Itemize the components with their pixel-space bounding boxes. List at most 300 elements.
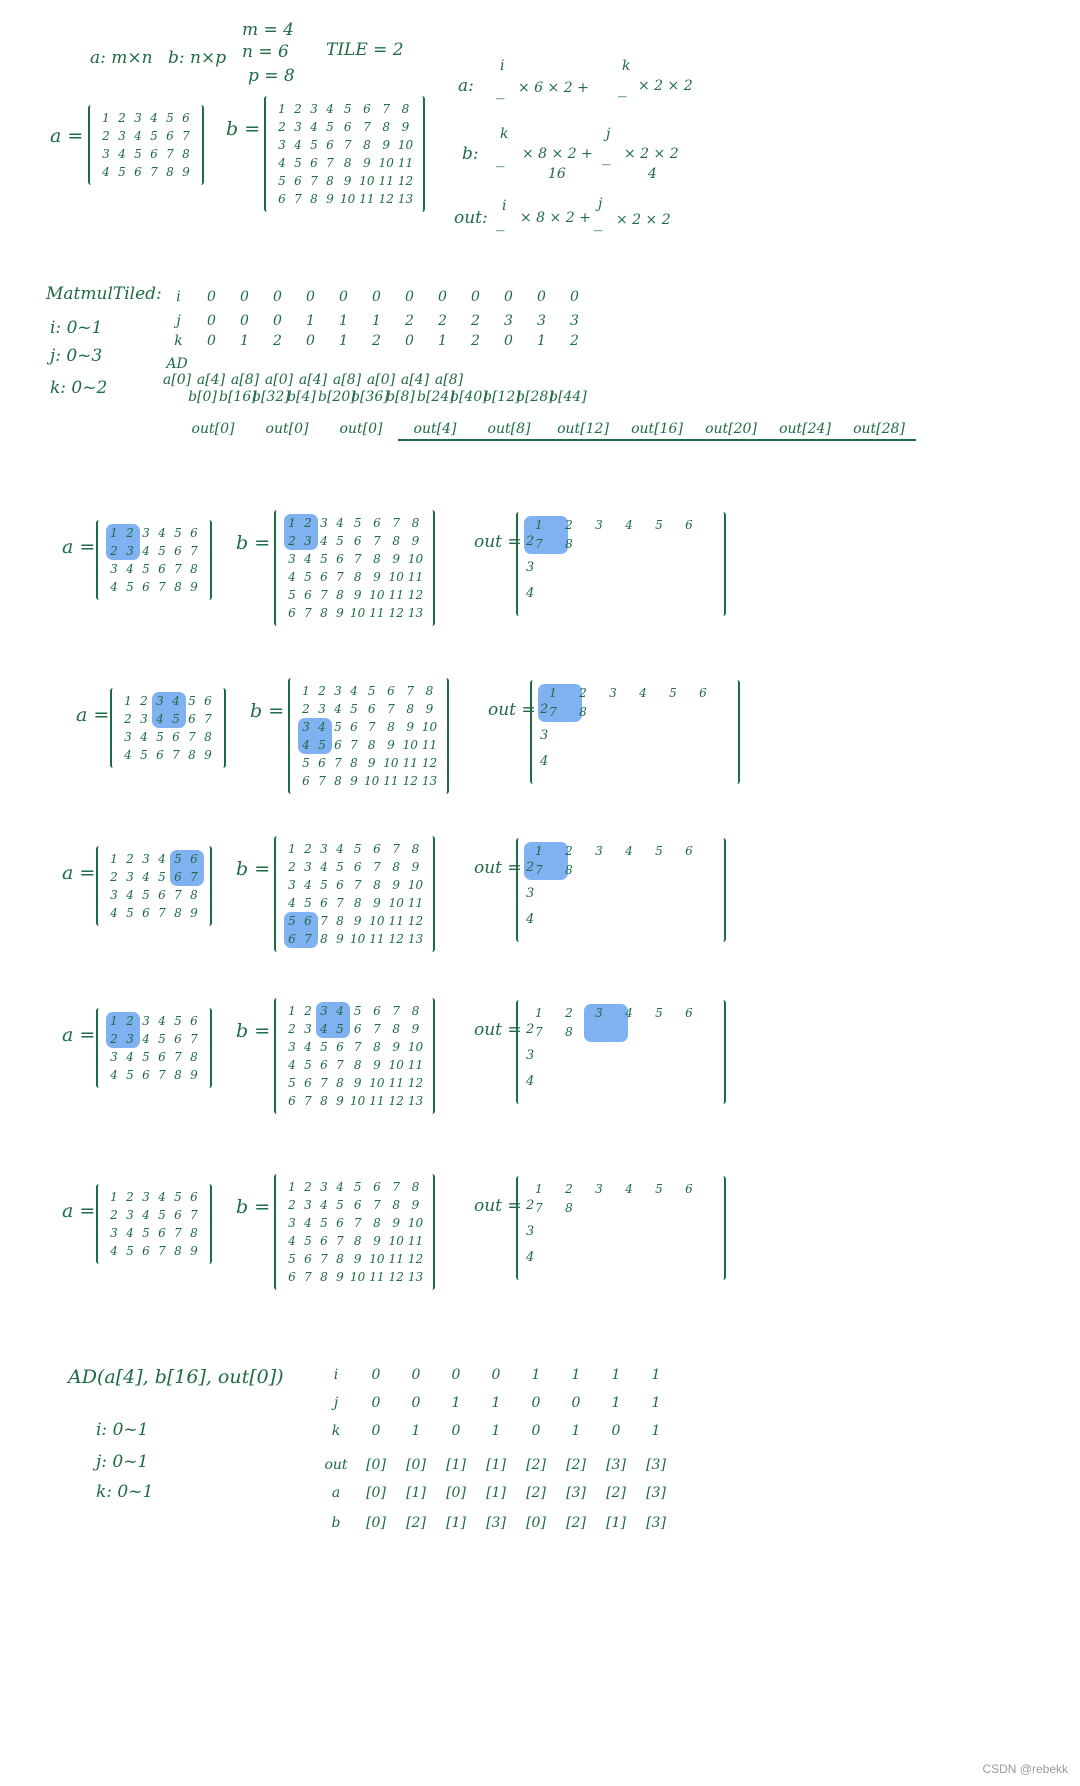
matrix-b-cell: 8 <box>326 174 334 188</box>
matrix-b-cell: 5 <box>334 720 342 734</box>
matrix-b-cell: 13 <box>407 606 424 620</box>
matrix-b-cell: 4 <box>336 1004 344 1018</box>
matrix-b-cell: 7 <box>336 1058 344 1072</box>
matrix-b-cell: 7 <box>320 588 328 602</box>
matrix-b-cell: 9 <box>336 932 344 946</box>
out-row-index: 3 <box>526 1224 535 1239</box>
matrix-a-cell: 9 <box>190 1244 198 1258</box>
matrix-b-cell: 7 <box>353 1040 362 1054</box>
matrix-b-cell: 8 <box>387 720 395 734</box>
matrix-a-cell: 5 <box>174 526 182 540</box>
matrix-b-cell: 6 <box>304 1076 312 1090</box>
sequence-value: 0 <box>339 289 348 305</box>
matrix-b-cell: 5 <box>353 842 362 856</box>
matrix-b-cell: 3 <box>320 842 328 856</box>
matrix-b-cell: 10 <box>350 1094 366 1108</box>
sequence-value: j <box>333 1395 339 1411</box>
matrix-b-cell: 4 <box>336 842 344 856</box>
sequence-value: 0 <box>438 289 447 305</box>
matrix-b-cell: 9 <box>392 1040 401 1054</box>
matrix-b-cell: 8 <box>406 702 415 716</box>
matrix-a-cell: 2 <box>124 712 132 726</box>
matrix-b-cell: 9 <box>336 606 344 620</box>
matrix-b-cell: 6 <box>353 534 362 548</box>
matrix-b-cell: 3 <box>288 1216 296 1230</box>
sequence-value: a[4] <box>400 372 430 388</box>
matrix-a-cell: 3 <box>126 544 134 558</box>
sequence-value: 3 <box>504 313 513 329</box>
matrix-a-cell: 5 <box>174 1190 182 1204</box>
matrix-b-cell: 2 <box>288 534 296 548</box>
sequence-value: out[4] <box>398 421 472 441</box>
out-col-index: 4 <box>625 844 633 858</box>
matrix-a-cell: 4 <box>110 580 118 594</box>
matrix-b-cell: 12 <box>388 606 404 620</box>
sequence-value: 0 <box>451 1367 461 1383</box>
sequence-value: 0 <box>504 289 513 305</box>
matrix-b-cell: 5 <box>288 914 296 928</box>
matrix-a-cell: 8 <box>166 165 174 179</box>
out-row-index: 4 <box>526 1074 535 1089</box>
matrix-b-cell: 8 <box>353 896 362 910</box>
matrix-b-cell: 9 <box>336 1270 344 1284</box>
matrix-b-cell: 4 <box>350 684 358 698</box>
matrix-a-cell: 6 <box>188 712 196 726</box>
matrix-b-cell: 3 <box>304 1022 312 1036</box>
matrix-b-cell: 9 <box>382 138 391 152</box>
matrix-a-cell: 5 <box>142 888 150 902</box>
sequence-value: 1 <box>491 1395 501 1411</box>
matrix-b-cell: 5 <box>353 1004 362 1018</box>
sequence-value: b[44] <box>549 389 587 405</box>
matrix-a-cell: 7 <box>174 1050 182 1064</box>
out-row-index: 3 <box>526 886 535 901</box>
matrix-b-cell: 9 <box>411 1022 420 1036</box>
matrix-b-cell: 7 <box>382 102 391 116</box>
out-label: out = <box>474 858 522 878</box>
matrix-b-cell: 8 <box>336 588 344 602</box>
b-label: b = <box>250 700 285 722</box>
matrix-a-cell: 4 <box>134 129 142 143</box>
matrix-b-cell: 12 <box>402 774 418 788</box>
matrix-b-cell: 6 <box>336 1040 344 1054</box>
matrix-b-cell: 12 <box>388 932 404 946</box>
matrix-a-cell: 3 <box>142 852 150 866</box>
matrix-a-cell: 6 <box>142 580 150 594</box>
matrix-a-cell: 4 <box>150 111 158 125</box>
matrix-a-cell: 5 <box>158 1032 166 1046</box>
matrix-b-cell: 9 <box>353 1252 362 1266</box>
matrix-b-cell: 9 <box>363 156 371 170</box>
matrix-b-cell: 8 <box>353 1058 362 1072</box>
matrix-a-cell: 4 <box>142 1032 150 1046</box>
out-label: out = <box>474 1020 522 1040</box>
matrix-b-cell: 6 <box>320 896 328 910</box>
matrix-b-cell: 5 <box>304 570 312 584</box>
out-row-index: 2 <box>540 702 549 717</box>
bottom-range-k: k: 0~1 <box>96 1482 154 1502</box>
out-col-index: 3 <box>595 1006 603 1020</box>
sequence-value: [0] <box>406 1457 426 1473</box>
matrix-b-cell: 7 <box>353 878 362 892</box>
out-row-index: 3 <box>526 1048 535 1063</box>
matrix-a-cell: 1 <box>110 1190 118 1204</box>
matrix-a-cell: 5 <box>126 1244 134 1258</box>
matrix-b-cell: 8 <box>425 684 434 698</box>
out-col-index: 7 <box>535 863 543 877</box>
matrix-b-cell: 5 <box>350 702 358 716</box>
sequence-value: 0 <box>371 1367 381 1383</box>
bottom-b-row <box>316 1512 676 1531</box>
matrix-a-cell: 2 <box>140 694 148 708</box>
out-label: out = <box>488 700 536 720</box>
matrix-a-cell: 3 <box>110 888 118 902</box>
matrix-a-cell: 4 <box>110 1244 118 1258</box>
out-col-index: 2 <box>579 686 587 700</box>
matrix-a-cell: 6 <box>204 694 212 708</box>
matrix-b-cell: 10 <box>350 932 366 946</box>
matrix-b-cell: 4 <box>326 102 334 116</box>
sequence-value: a[0] <box>264 372 294 388</box>
matrix-b-cell: 10 <box>407 1040 424 1054</box>
matrix-a-cell: 1 <box>110 852 118 866</box>
n-value: n = 6 <box>242 42 289 62</box>
matrix-b-cell: 3 <box>304 1198 312 1212</box>
matrix-a-cell: 4 <box>124 748 132 762</box>
sequence-value: 1 <box>531 1367 541 1383</box>
matrix-b-cell: 8 <box>392 1198 401 1212</box>
matrix-b-cell: 3 <box>320 1180 328 1194</box>
matrix-b-cell: 9 <box>373 570 381 584</box>
sequence-value: 0 <box>306 333 315 349</box>
matrix-b-cell: 4 <box>288 1234 296 1248</box>
matrix-a-cell: 1 <box>110 526 118 540</box>
b-label: b = <box>236 858 271 880</box>
matrix-b-cell: 6 <box>294 174 302 188</box>
sequence-value: out[0] <box>339 421 383 437</box>
b-label: b = <box>236 532 271 554</box>
matrix-b-cell: 7 <box>304 1270 312 1284</box>
matrix-b <box>274 998 435 1114</box>
matrix-b-cell: 3 <box>318 702 326 716</box>
matrix-a-cell: 4 <box>158 526 166 540</box>
a-label: a = <box>62 536 96 558</box>
sequence-value: [1] <box>486 1457 506 1473</box>
matrix-b-cell: 12 <box>388 1270 404 1284</box>
out-col-index: 8 <box>565 537 573 551</box>
matrix-b-cell: 8 <box>334 774 342 788</box>
matrix-a-cell: 4 <box>126 1226 134 1240</box>
matrix-b-cell: 10 <box>364 774 380 788</box>
out-row-index: 4 <box>526 586 535 601</box>
matrix-b-cell: 10 <box>369 1076 385 1090</box>
matrix-b-cell: 3 <box>278 138 286 152</box>
sequence-value: out[24] <box>768 421 842 441</box>
matrix-b-cell: 7 <box>294 192 302 206</box>
sequence-value: 1 <box>339 313 348 329</box>
matrix-b-cell: 5 <box>343 102 352 116</box>
b-label: b = <box>226 118 261 140</box>
sequence-value: 0 <box>207 333 216 349</box>
matrix-a-cell: 5 <box>134 147 142 161</box>
matrix-b-cell: 8 <box>382 120 391 134</box>
matrix-a-cell: 6 <box>190 1014 198 1028</box>
matrix-a-cell: 7 <box>188 730 196 744</box>
sequence-value: 0 <box>571 1395 581 1411</box>
matrix-b-cell: 5 <box>336 860 344 874</box>
matrix-a-cell: 6 <box>174 544 182 558</box>
sequence-value: 0 <box>531 1423 541 1439</box>
sequence-value: out <box>324 1457 348 1473</box>
sequence-value: out[0] <box>191 421 235 437</box>
matrix-b-cell: 6 <box>288 1094 296 1108</box>
sequence-value: a[8] <box>434 372 464 388</box>
matrix-b <box>264 96 425 212</box>
matrix-b-cell: 12 <box>378 192 394 206</box>
matrix-b-cell: 7 <box>363 120 371 134</box>
sequence-value: 1 <box>411 1423 421 1439</box>
out-row-index: 3 <box>540 728 549 743</box>
matrix-b-cell: 9 <box>373 1058 381 1072</box>
matrix-a-cell: 6 <box>172 730 180 744</box>
matrix-b-cell: 9 <box>392 1216 401 1230</box>
sequence-value: 3 <box>570 313 579 329</box>
matrix-b-cell: 8 <box>336 1076 344 1090</box>
matrix-a-cell: 6 <box>174 1208 182 1222</box>
matrix-a-cell: 7 <box>158 1244 166 1258</box>
matrix-a-cell: 4 <box>158 852 166 866</box>
sequence-value: [1] <box>446 1515 466 1531</box>
matrix-a-cell: 2 <box>126 852 134 866</box>
out-row-index: 2 <box>526 534 535 549</box>
matrix-b-cell: 6 <box>373 1004 381 1018</box>
matrix-b-cell: 7 <box>353 552 362 566</box>
matrix-b-cell: 6 <box>373 1180 381 1194</box>
sequence-value: a[8] <box>230 372 260 388</box>
sequence-value: k <box>331 1423 341 1439</box>
sequence-value: 0 <box>471 289 480 305</box>
matrix-b-cell: 3 <box>304 860 312 874</box>
matrix-b-cell: 9 <box>343 174 352 188</box>
matrix-b-cell: 3 <box>334 684 342 698</box>
matrix-b-cell: 11 <box>378 174 394 188</box>
matrix-b-cell: 11 <box>369 1270 385 1284</box>
sequence-value: 1 <box>372 313 381 329</box>
matrix-b-cell: 10 <box>388 1234 404 1248</box>
matrix-a-cell: 9 <box>190 1068 198 1082</box>
matrix-a-cell: 3 <box>156 694 164 708</box>
matrix-b-cell: 10 <box>350 1270 366 1284</box>
matrix-b-cell: 3 <box>310 102 318 116</box>
out-col-index: 7 <box>535 537 543 551</box>
matrix-b-cell: 12 <box>407 1252 424 1266</box>
matrix-a-cell: 8 <box>190 888 198 902</box>
matrix-b-cell: 6 <box>353 1022 362 1036</box>
sequence-value: i <box>176 289 181 305</box>
matrix-a-cell: 4 <box>110 906 118 920</box>
matrix-b-cell: 2 <box>304 516 312 530</box>
matrix-b-cell: 6 <box>373 842 381 856</box>
matrix-a-cell: 4 <box>102 165 110 179</box>
matrix-b-cell: 9 <box>387 738 395 752</box>
matrix-a-cell: 6 <box>174 1032 182 1046</box>
matrix-b-cell: 7 <box>406 684 415 698</box>
matrix-b-cell: 6 <box>363 102 371 116</box>
sequence-value: 3 <box>537 313 546 329</box>
sequence-value: [0] <box>366 1485 386 1501</box>
sequence-value: b[4] <box>287 389 316 405</box>
matrix-a-cell: 5 <box>166 111 174 125</box>
matrix-a-cell: 9 <box>190 580 198 594</box>
matrix-b-cell: 4 <box>334 702 342 716</box>
matrix-b-cell: 9 <box>353 588 362 602</box>
matrix-a-cell: 4 <box>158 1190 166 1204</box>
sequence-value: out[12] <box>546 421 620 441</box>
sequence-value: i <box>333 1367 339 1383</box>
matrix-b-cell: 7 <box>343 138 352 152</box>
matrix-b-cell: 5 <box>310 138 318 152</box>
matrix-a-cell: 2 <box>110 1032 118 1046</box>
matrix-a-cell: 3 <box>110 562 118 576</box>
sequence-value: b[36] <box>351 389 389 405</box>
matrix-a-cell: 5 <box>158 544 166 558</box>
matrix-b <box>274 836 435 952</box>
sequence-value: [2] <box>566 1457 586 1473</box>
out-row-index: 4 <box>540 754 549 769</box>
matrix-b-cell: 8 <box>373 878 381 892</box>
matrix-b-cell: 11 <box>402 756 418 770</box>
matrix-b-cell: 13 <box>407 932 424 946</box>
sequence-value: 0 <box>306 289 315 305</box>
matrix-b-cell: 1 <box>278 102 286 116</box>
sequence-value: 0 <box>273 289 282 305</box>
matrix-b-cell: 10 <box>369 588 385 602</box>
matrix-a-cell: 6 <box>158 1050 166 1064</box>
sequence-value: k <box>174 333 183 349</box>
sequence-value: b[16] <box>219 389 257 405</box>
sequence-value: out[0] <box>265 421 309 437</box>
matrix-b-cell: 5 <box>288 588 296 602</box>
sequence-value: 0 <box>207 313 216 329</box>
matrix-b-cell: 2 <box>304 1004 312 1018</box>
sequence-value: 0 <box>411 1367 421 1383</box>
matrix-a <box>96 1184 212 1264</box>
matrix-b-cell: 7 <box>373 1022 381 1036</box>
matrix-b-cell: 7 <box>304 1094 312 1108</box>
sequence-value: a[4] <box>298 372 328 388</box>
sequence-value: 1 <box>651 1395 661 1411</box>
bottom-k-row <box>316 1420 676 1439</box>
out-col-index: 4 <box>625 1006 633 1020</box>
matrix-a-cell: 6 <box>190 1190 198 1204</box>
matrix-b-cell: 4 <box>288 896 296 910</box>
matrix-b-cell: 2 <box>288 1198 296 1212</box>
matrix-b-cell: 9 <box>425 702 434 716</box>
matrix-b-cell: 7 <box>392 842 401 856</box>
matrix-b-cell: 1 <box>288 516 296 530</box>
matrix-a-cell: 6 <box>158 562 166 576</box>
matrix-a-cell: 3 <box>126 1208 134 1222</box>
matrix-b-cell: 11 <box>407 570 424 584</box>
matrix-b-cell: 6 <box>326 138 334 152</box>
sequence-value: [2] <box>606 1485 626 1501</box>
matrix-b-cell: 6 <box>343 120 352 134</box>
tiled-out-row <box>176 418 916 441</box>
matrix-a-cell: 3 <box>140 712 148 726</box>
matrix-b-cell: 8 <box>392 534 401 548</box>
sequence-value: 1 <box>306 313 315 329</box>
matrix-b-cell: 4 <box>310 120 318 134</box>
matrix-b-cell: 7 <box>373 534 381 548</box>
matrix-b-cell: 11 <box>407 896 424 910</box>
matrix-b-cell: 2 <box>304 1180 312 1194</box>
matrix-b-cell: 13 <box>397 192 414 206</box>
matrix-a-cell: 2 <box>118 111 126 125</box>
matrix-a-cell: 8 <box>174 1068 182 1082</box>
a-label: a = <box>62 1200 96 1222</box>
out-col-index: 2 <box>565 1182 573 1196</box>
matrix-b-cell: 9 <box>373 1234 381 1248</box>
matrix-b-cell: 6 <box>304 914 312 928</box>
matrix-b-cell: 10 <box>340 192 356 206</box>
matrix-a-cell: 4 <box>126 562 134 576</box>
matrix-b-cell: 5 <box>320 1040 328 1054</box>
sequence-value: 2 <box>438 313 447 329</box>
tile-value: TILE = 2 <box>326 40 404 60</box>
m-value: m = 4 <box>242 20 294 40</box>
sequence-value: [0] <box>366 1457 386 1473</box>
matrix-b-cell: 9 <box>392 552 401 566</box>
out-col-index: 8 <box>565 863 573 877</box>
out-col-index: 2 <box>565 1006 573 1020</box>
matrix-b-cell: 7 <box>310 174 318 188</box>
b-label: b = <box>236 1196 271 1218</box>
out-col-index: 3 <box>595 518 603 532</box>
matrix-a-cell: 4 <box>142 1208 150 1222</box>
matrix-a <box>88 105 204 185</box>
matrix-a <box>96 520 212 600</box>
matrix-a-cell: 3 <box>102 147 110 161</box>
matrix-a-cell: 7 <box>204 712 212 726</box>
matrix-b <box>288 678 449 794</box>
matrix-b-cell: 7 <box>304 606 312 620</box>
sequence-value: 0 <box>451 1423 461 1439</box>
matrix-a-cell: 3 <box>142 526 150 540</box>
matrix-b-cell: 4 <box>318 720 326 734</box>
matrix-b-cell: 12 <box>388 1094 404 1108</box>
matrix-b-cell: 4 <box>288 570 296 584</box>
matrix-a-cell: 2 <box>110 544 118 558</box>
matrix-b-cell: 3 <box>294 120 302 134</box>
matrix-b-cell: 12 <box>407 1076 424 1090</box>
matrix-b-cell: 6 <box>288 606 296 620</box>
matrix-a-cell: 9 <box>190 906 198 920</box>
matrix-a-cell: 3 <box>126 1032 134 1046</box>
matrix-a-cell: 7 <box>174 1226 182 1240</box>
matrix-a-cell: 5 <box>174 852 182 866</box>
sequence-value: 1 <box>537 333 546 349</box>
matrix-b-cell: 8 <box>343 156 352 170</box>
matrix-a-cell: 3 <box>134 111 142 125</box>
sequence-value: 1 <box>240 333 249 349</box>
tiled-b-row <box>186 386 587 405</box>
matrix-b-cell: 4 <box>304 1216 312 1230</box>
matrix-a-cell: 7 <box>158 580 166 594</box>
out-col-index: 6 <box>699 686 707 700</box>
sequence-value: [2] <box>526 1457 546 1473</box>
matrix-b-cell: 4 <box>294 138 302 152</box>
matrix-b-cell: 11 <box>407 1234 424 1248</box>
